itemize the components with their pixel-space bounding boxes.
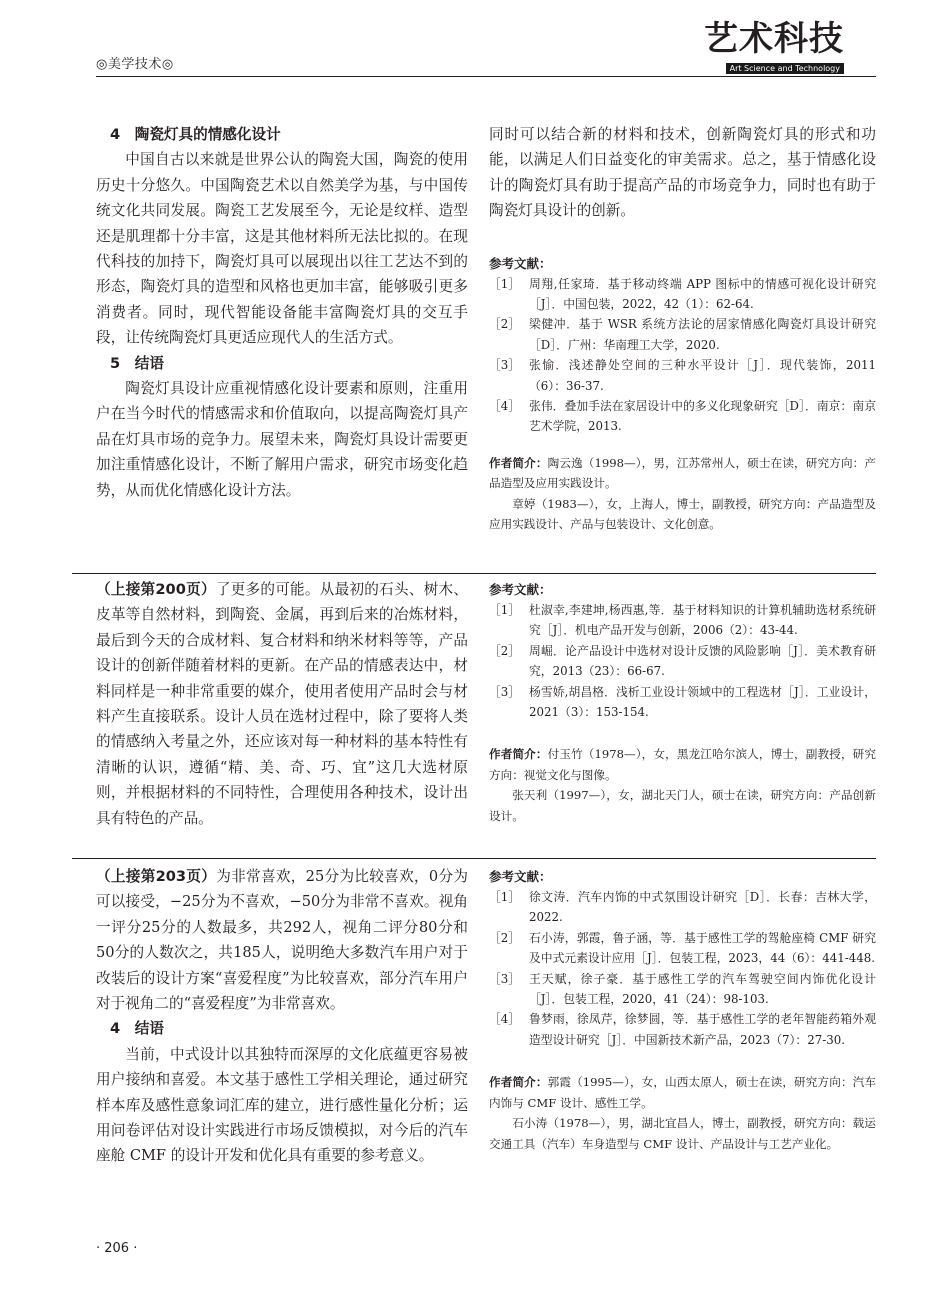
section-label: ◎美学技术◎ — [96, 57, 174, 72]
reference-item: ［2］ 周崛．论产品设计中选材对设计反馈的风险影响［J］．美术教育研究，2013（23）：66-67. — [489, 643, 876, 679]
references-title: 参考文献： — [489, 255, 552, 271]
paragraph: （上接第200页）了更多的可能。从最初的石头、树木、皮革等自然材料，到陶瓷、金属，再到后来的冶炼材料，最后到今天的合成材料、复合材料和纳米材料等等，产品设计的创新伴随着材料的更新。在产品的情感表达中，材料同样是一种非常重要的媒介，使用者使用产品时会与材料产生直接联系。设计人员在选材过程中，除了要将人类的情感纳入考量之外，还应该对每一种材料的基本特性有清晰的认识，遵循“精、美、奇、巧、宜”这几大选材原则，并根据材料的不同特性，合理使用各种技术，设计出具有特色的产品。 — [96, 581, 468, 827]
section-heading: 4 结语 — [110, 1020, 164, 1038]
reference-item: ［3］ 杨雪娇,胡昌格．浅析工业设计领域中的工程选材［J］．工业设计，2021（3）：153-154. — [489, 684, 876, 720]
article-separator — [72, 858, 876, 859]
section-heading: 4 陶瓷灯具的情感化设计 — [110, 126, 281, 143]
paragraph: 同时可以结合新的材料和技术，创新陶瓷灯具的形式和功能，以满足人们日益变化的审美需求。总之，基于情感化设计的陶瓷灯具有助于提高产品的市场竞争力，同时也有助于陶瓷灯具设计的创新。 — [489, 126, 876, 220]
reference-item: ［1］ 周翔,任家琦．基于移动终端 APP 图标中的情感可视化设计研究［J］．中国包装，2022，42（1）：62-64. — [489, 276, 876, 312]
reference-item: ［1］ 杜淑幸,李建坤,杨西惠,等．基于材料知识的计算机辅助选材系统研究［J］．机电产品开发与创新，2006（2）：43-44. — [489, 603, 876, 638]
paragraph: （上接第203页）为非常喜欢，25分为比较喜欢，0分为可以接受，−25分为不喜欢，−50分为非常不喜欢。视角一评分25分的人数最多，共292人，视角二评分80分和50分的人数次之，共185人，说明绝大多数汽车用户对于改装后的设计方案“喜爱程度”为比较喜欢，部分汽车用户对于视角二的“喜爱程度”为非常喜欢。 — [96, 868, 468, 1013]
reference-item: ［4］ 张伟．叠加手法在家居设计中的多义化现象研究［D］．南京：南京艺术学院，2013. — [489, 399, 876, 434]
author-info-label: 作者简介： — [489, 1075, 548, 1090]
left-column — [96, 122, 468, 503]
right-column — [489, 122, 876, 535]
author-info-label: 作者简介： — [489, 747, 548, 762]
reference-list — [489, 887, 876, 1050]
paragraph: 陶瓷灯具设计应重视情感化设计要素和原则，注重用户在当今时代的情感需求和价值取向，以提高陶瓷灯具产品在灯具市场的竞争力。展望未来，陶瓷灯具设计需要更加注重情感化设计，不断了解用户需求，研究市场变化趋势，从而优化情感化设计方法。 — [96, 380, 468, 499]
article-separator — [72, 573, 876, 574]
paragraph: 中国自古以来就是世界公认的陶瓷大国，陶瓷的使用历史十分悠久。中国陶瓷艺术以自然美学为基，与中国传统文化共同发展。陶瓷工艺发展至今，无论是纹样、造型还是肌理都十分丰富，这是其他材料所无法比拟的。在现代科技的加持下，陶瓷灯具可以展现出以往工艺达不到的形态，陶瓷灯具的造型和风格也更加丰富，能够吸引更多消费者。同时，现代智能设备能丰富陶瓷灯具的交互手段，让传统陶瓷灯具更适应现代人的生活方式。 — [96, 151, 468, 347]
reference-item: ［4］ 鲁梦雨，徐凤芹，徐梦圆，等．基于感性工学的老年智能药箱外观造型设计研究［J］．中国新技术新产品，2023（7）：27-30. — [489, 1012, 876, 1047]
journal-logo — [704, 19, 844, 75]
author-info: 作者简介：付玉竹（1978—），女，黑龙江哈尔滨人，博士，副教授，研究方向：视觉文化与图像。 张天利（1997—），女，湖北天门人，硕士在读，研究方向：产品创新设计。 — [489, 747, 876, 823]
continued-label: （上接第203页） — [96, 868, 217, 885]
references-title: 参考文献： — [489, 869, 552, 884]
reference-item: ［1］ 徐文涛．汽车内饰的中式氛围设计研究［D］．长春：吉林大学，2022. — [489, 890, 876, 925]
journal-logo-cn: 艺术科技 — [704, 19, 844, 59]
page-number: · 206 · — [96, 1241, 138, 1256]
reference-list — [489, 600, 876, 722]
continued-label: （上接第200页） — [96, 581, 216, 598]
reference-list — [489, 274, 876, 437]
references-title: 参考文献： — [489, 582, 552, 597]
reference-item: ［3］ 张愉．浅述静处空间的三种水平设计［J］．现代装饰，2011（6）：36-37. — [489, 358, 876, 393]
author-info: 作者简介：陶云逸（1998—），男，江苏常州人，硕士在读，研究方向：产品造型及应用实践设计。 章婷（1983—），女，上海人，博士，副教授，研究方向：产品造型及应用实践设计、产品与包装设计、文化创意。 — [489, 455, 876, 532]
paragraph: 当前，中式设计以其独特而深厚的文化底蕴更容易被用户接纳和喜爱。本文基于感性工学相关理论，通过研究样本库及感性意象词汇库的建立，进行感性量化分析；运用问卷评估对设计实践进行市场反馈模拟，对今后的汽车座舱 CMF 的设计开发和优化具有重要的参考意义。 — [96, 1045, 468, 1165]
section-heading: 5 结语 — [110, 354, 164, 372]
reference-item: ［2］ 梁健冲．基于 WSR 系统方法论的居家情感化陶瓷灯具设计研究［D］．广州：华南理工大学，2020. — [489, 317, 876, 352]
left-column — [96, 577, 468, 831]
right-column — [489, 580, 876, 826]
right-column — [489, 867, 876, 1154]
journal-logo-en: Art Science and Technology — [726, 63, 844, 74]
reference-item: ［3］ 王天赋，徐子豪．基于感性工学的汽车驾驶空间内饰优化设计［J］．包装工程，2020，41（24）：98-103. — [489, 971, 876, 1007]
author-info: 作者简介：郭霞（1995—），女，山西太原人，硕士在读，研究方向：汽车内饰与 CMF 设计、感性工学。 石小涛（1978—），男，湖北宜昌人，博士，副教授，研究方向：载运交通工具（汽车）车身造型与 CMF 设计、产品设计与工艺产业化。 — [489, 1075, 876, 1151]
author-info-label: 作者简介： — [489, 455, 548, 470]
reference-item: ［2］ 石小涛，郭霞，鲁子涵，等．基于感性工学的驾舱座椅 CMF 研究及中式元素设计应用［J］．包装工程，2023，44（6）：441-448. — [489, 930, 876, 966]
header-rule — [96, 76, 876, 77]
left-column — [96, 864, 468, 1169]
